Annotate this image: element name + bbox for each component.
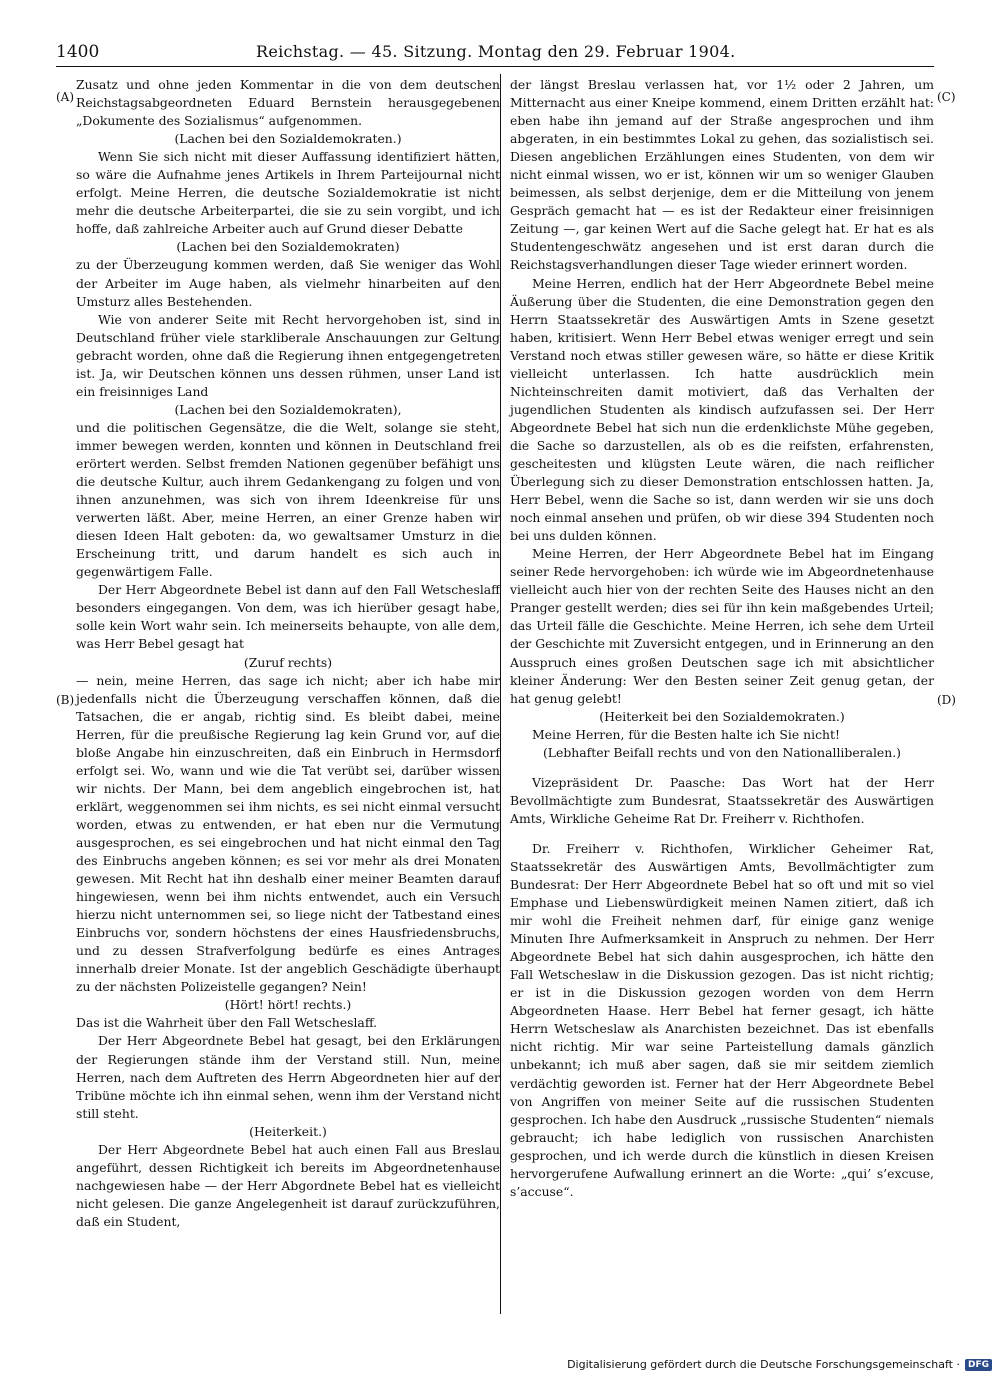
running-title: Reichstag. — 45. Sitzung. Montag den 29. Februar 1904. xyxy=(256,42,736,61)
right-column xyxy=(510,76,934,1201)
left-column xyxy=(76,76,500,1231)
speaker-paragraph: Vizepräsident Dr. Paasche: Das Wort hat der Herr Bevollmächtigte zum Bundesrat, Staatssekretär des Auswärtigen Amts, Wirkliche Geheime Rat Dr. Freiherr v. Richthofen. xyxy=(510,774,934,826)
margin-mark-c: (C) xyxy=(937,90,956,104)
footer-text: Digitalisierung gefördert durch die Deutsche Forschungsgemeinschaft · xyxy=(567,1358,960,1371)
margin-mark-b: (B) xyxy=(56,693,75,707)
paragraph: Wenn Sie sich nicht mit dieser Auffassung identifiziert hätten, so wäre die Aufnahme jenes Artikels in Ihrem Parteijournal nicht erfolgt. Meine Herren, die deutsche Sozialdemokratie ist nicht mehr die deutsche Arbeiterpartei, die sie zu sein vorgibt, und ich hoffe, daß zahlreiche Arbeiter auch auf Grund dieser Debatte xyxy=(76,149,500,237)
margin-mark-d: (D) xyxy=(937,693,956,707)
paragraph: und die politischen Gegensätze, die die Welt, solange sie steht, immer bewegen werden, konnten und können in Deutschland frei erörtert werden. Selbst fremden Nationen gegenüber befähigt uns die deutsche Kultur, auch ihrem Gedankengang zu folgen und von ihnen anzunehmen, was sich von ihrem Ideenkreise für uns verwerten läßt. Aber, meine Herren, an einer Grenze haben wir diesen Ideen Halt geboten: da, wo gewaltsamer Umsturz in die Erscheinung tritt, und darum handelt es sich auch in gegenwärtigem Falle. xyxy=(76,419,500,580)
paragraph: — nein, meine Herren, das sage ich nicht; aber ich habe mir jedenfalls nicht die Überzeugung verschaffen können, daß die Tatsachen, die er angab, richtig sind. Es bleibt dabei, meine Herren, für die preußische Regierung lag kein Grund vor, auf die bloße Angabe hin einzuschreiten, daß ein Einbruch in Hermsdorf erfolgt sei. Wo, wann und wie die Tat verübt sei, darüber wissen wir nichts. Der Mann, bei dem angeblich eingebrochen ist, hat erklärt, weggenommen sei ihm nichts, es sei nicht einmal versucht worden, etwas zu entwenden, er hat eben nur die Vermutung ausgesprochen, es sei eingebrochen und hat nicht einmal den Tag des Einbruchs angeben können; es sei vor mehr als drei Monaten gewesen. Mit Recht hat ihn deshalb einer meiner Beamten darauf hingewiesen, wenn bei ihm nichts entwendet, auch ein Versuch hierzu nicht unternommen sei, so liege nicht der Tatbestand eines Einbruchs vor, sondern höchstens der eines Hausfriedensbruchs, und zu dessen Strafverfolgung bedürfe es eines Antrages innerhalb dreier Monate. Ist der angeblich Geschädigte überhaupt zu der nächsten Polizeistelle gegangen? Nein! xyxy=(76,672,500,995)
margin-mark-a: (A) xyxy=(56,90,75,104)
interjection: (Lachen bei den Sozialdemokraten) xyxy=(176,239,400,255)
paragraph: Zusatz und ohne jeden Kommentar in die von dem deutschen Reichstagsabgeordneten Eduard Bernstein herausgegebenen „Dokumente des Sozialismus“ aufgenommen. xyxy=(76,77,500,129)
dfg-logo: DFG xyxy=(965,1359,992,1371)
page-number: 1400 xyxy=(56,42,100,62)
paragraph: Der Herr Abgeordnete Bebel hat gesagt, bei den Erklärungen der Regierungen stände ihm der Verstand still. Nun, meine Herren, nach dem Auftreten des Herrn Abgeordneten hier auf der Tribüne möchte ich ihn einmal sehen, wenn ihm der Verstand nicht still steht. xyxy=(76,1033,500,1121)
interjection: (Lachen bei den Sozialdemokraten.) xyxy=(174,131,402,147)
interjection: (Zuruf rechts) xyxy=(243,654,333,670)
interjection: (Lebhafter Beifall rechts und von den Nationalliberalen.) xyxy=(542,744,902,760)
interjection: (Heiterkeit bei den Sozialdemokraten.) xyxy=(599,708,845,724)
speaker-paragraph: Dr. Freiherr v. Richthofen, Wirklicher Geheimer Rat, Staatssekretär des Auswärtigen Amts, Bevollmächtigter zum Bundesrat: Der Herr Abgeordnete Bebel hat so oft und mit so viel Emphase und Liebenswürdigkeit meinen Namen zitiert, daß ich mir wohl die Freiheit nehmen darf, für einige ganz wenige Minuten Ihre Aufmerksamkeit in Anspruch zu nehmen. Der Herr Abgeordnete Bebel hat sich dahin ausgesprochen, ich hätte den Fall Wetscheslaw in die Diskussion gezogen. Das ist nicht richtig; er ist in die Diskussion gezogen worden von dem Herrn Abgeordneten Haase. Herr Bebel hat ferner gesagt, ich hätte Herrn Wetscheslaw als Anarchisten bezeichnet. Das ist ebenfalls nicht richtig. Mir war seine Parteistellung damals gänzlich unbekannt; ich muß aber sagen, daß sie mir seitdem ziemlich verdächtig geworden ist. Ferner hat der Herr Abgeordnete Bebel von Angriffen von meiner Seite auf die russischen Studenten gesprochen. Ich habe den Ausdruck „russische Studenten“ niemals gebraucht; ich habe lediglich von russischen Anarchisten gesprochen, und ich werde durch die künstlich in diesen Kreisen hervorgerufene Aufwallung erinnert an die Worte: „qui’ s’excuse, s’accuse“. xyxy=(510,840,934,1199)
paragraph: Meine Herren, für die Besten halte ich Sie nicht! xyxy=(532,726,840,742)
interjection: (Hört! hört! rechts.) xyxy=(224,997,352,1013)
footer-credit xyxy=(567,1358,992,1371)
header-rule xyxy=(56,66,934,67)
paragraph: zu der Überzeugung kommen werden, daß Sie weniger das Wohl der Arbeiter im Auge haben, als vielmehr hinarbeiten auf den Umsturz alles Bestehenden. xyxy=(76,257,500,309)
page-header xyxy=(56,40,930,68)
paragraph: Wie von anderer Seite mit Recht hervorgehoben ist, sind in Deutschland früher viele starkliberale Anschauungen zur Geltung gebracht worden, ohne daß die Regierung ihnen entgegengetreten ist. Ja, wir Deutschen können uns dessen rühmen, unser Land ist ein freisinniges Land xyxy=(76,311,500,399)
paragraph: Das ist die Wahrheit über den Fall Wetscheslaff. xyxy=(76,1015,378,1031)
column-divider xyxy=(500,74,501,1314)
paragraph: Meine Herren, endlich hat der Herr Abgeordnete Bebel meine Äußerung über die Studenten, die eine Demonstration gegen den Herrn Staatssekretär des Auswärtigen Amts in Szene gesetzt haben, kritisiert. Wenn Herr Bebel etwas weniger erregt und sein Verstand noch etwas stiller gewesen wäre, so hätte er diese Kritik vielleicht unterlassen. Ich hatte ausdrücklich mein Nichteinschreiten damit motiviert, daß das Verhalten der jugendlichen Studenten als kindisch aufzufassen sei. Der Herr Abgeordnete Bebel hat sich nun die erdenklichste Mühe gegeben, die Sache so darzustellen, als ob es die reifsten, erfahrensten, gescheitesten und klügsten Leute wären, die nach reiflicher Überlegung sich zu dieser Demonstration entschlossen hatten. Ja, Herr Bebel, wenn die Sache so ist, dann werden wir sie uns doch noch einmal ansehen und prüfen, ob wir diese 394 Studenten noch bei uns dulden können. xyxy=(510,275,934,544)
interjection: (Lachen bei den Sozialdemokraten), xyxy=(174,401,402,417)
paragraph: Meine Herren, der Herr Abgeordnete Bebel hat im Eingang seiner Rede hervorgehoben: ich würde wie im Abgeordnetenhause vielleicht auch hier von der rechten Seite des Hauses nicht an den Pranger gestellt werden; dies sei für ihn kein maßgebendes Urteil; das Urteil fälle die Geschichte. Meine Herren, ich sehe dem Urteil der Geschichte mit Zuversicht entgegen, und in Erinnerung an den Ausspruch eines großen Deutschen sage ich mit absichtlicher kleiner Änderung: Wer den Besten seiner Zeit genug getan, der hat genug gelebt! xyxy=(510,546,934,706)
interjection: (Heiterkeit.) xyxy=(249,1123,327,1139)
paragraph: der längst Breslau verlassen hat, vor 1½ oder 2 Jahren, um Mitternacht aus einer Kneipe kommend, einem Dritten erzählt hat: eben habe ihn jemand auf der Straße angesprochen und ihm abgeraten, in ein bestimmtes Lokal zu gehen, das sozialistisch sei. Diesen angeblichen Erzählungen eines Studenten, von dem wir nicht einmal wissen, wo er ist, können wir um so weniger Glauben beimessen, als selbst derjenige, dem er die Mitteilung von jenem Gespräch gemacht hat — es ist der Redakteur einer freisinnigen Zeitung —, gar keinen Wert auf die Sache gelegt hat. Er hat es als Studentengeschwätz angesehen und ist erst daran durch die Reichstagsverhandlungen dieser Tage wieder erinnert worden. xyxy=(510,77,934,273)
paragraph: Der Herr Abgeordnete Bebel ist dann auf den Fall Wetscheslaff besonders eingegangen. Von dem, was ich hierüber gesagt habe, solle kein Wort wahr sein. Ich meinerseits behaupte, von alle dem, was Herr Bebel gesagt hat xyxy=(76,582,500,652)
paragraph: Der Herr Abgeordnete Bebel hat auch einen Fall aus Breslau angeführt, dessen Richtigkeit ich bereits im Abgeordnetenhause nachgewiesen habe — der Herr Abgordnete Bebel hat es vielleicht nicht gelesen. Die ganze Angelegenheit ist darauf zurückzuführen, daß ein Student, xyxy=(76,1141,500,1229)
